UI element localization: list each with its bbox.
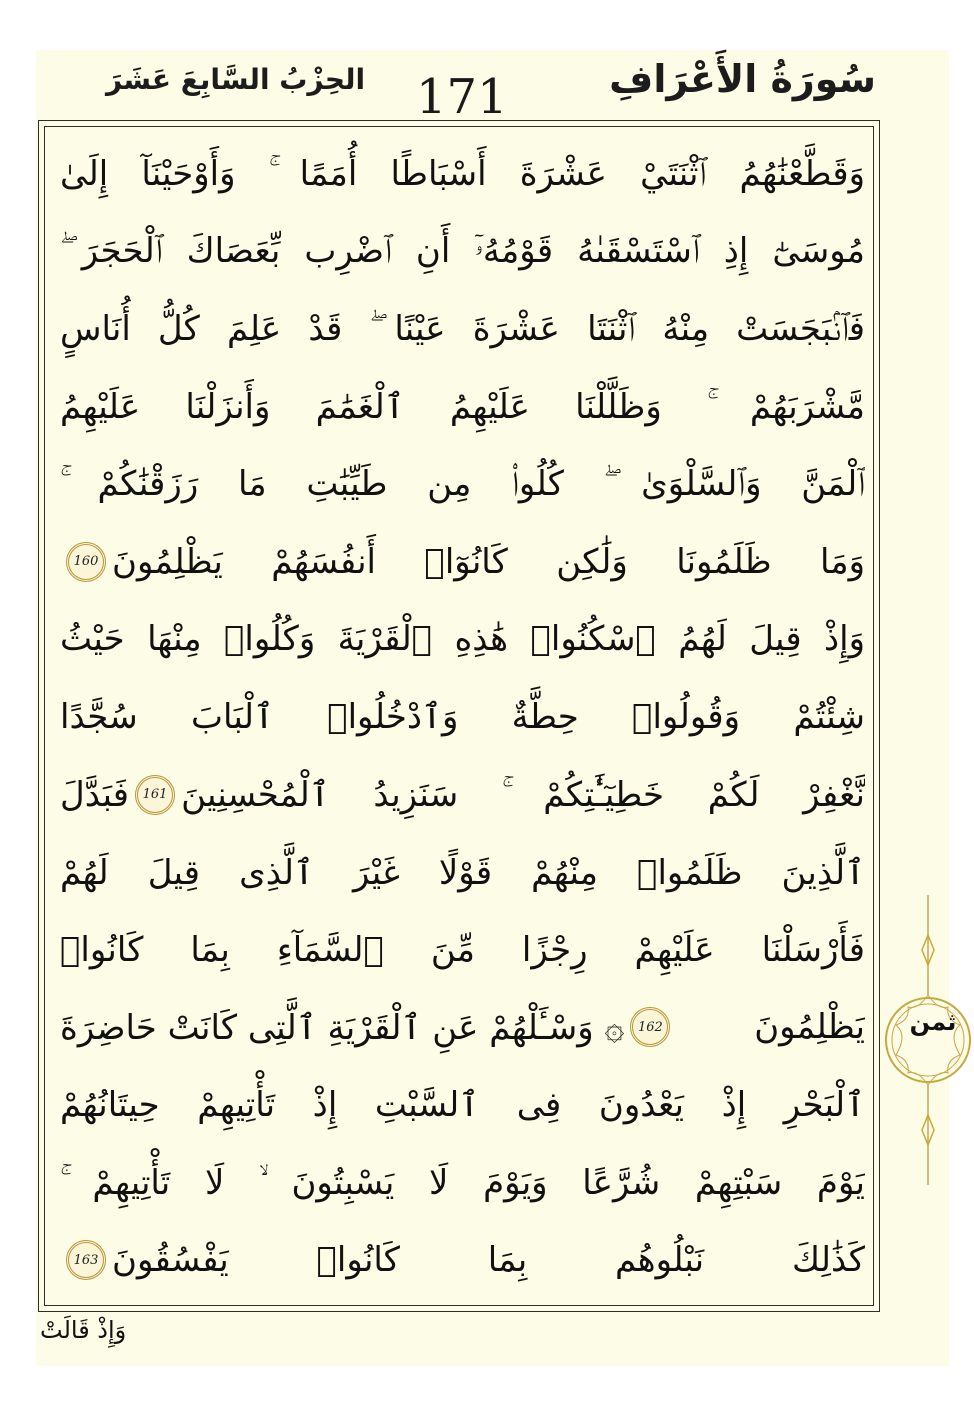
verse-line-text: فَٱنۢبَجَسَتْ مِنْهُ ٱثْنَتَا عَشْرَةَ عَيْنًا ۖ قَدْ عَلِمَ كُلُّ أُنَاسٍ — [60, 308, 865, 349]
verse-line-text: مُوسَىٰٓ إِذِ ٱسْتَسْقَىٰهُ قَوْمُهُۥٓ أَنِ ٱضْرِب بِّعَصَاكَ ٱلْحَجَرَ ۖ — [60, 231, 865, 272]
verse-line — [60, 678, 865, 756]
page-header — [36, 55, 886, 123]
verse-line-text: وَمَا ظَلَمُونَا وَلَٰكِن كَانُوٓا۟ أَنفُسَهُمْ يَظْلِمُونَ — [112, 541, 865, 582]
verse-line-tail: فَبَدَّلَ — [60, 774, 130, 815]
verse-line — [60, 135, 865, 213]
rub-marker-label: ثمن — [909, 1008, 957, 1036]
verse-line — [60, 601, 865, 679]
verse-line-text: ٱلَّذِينَ ظَلَمُوا۟ مِنْهُمْ قَوْلًا غَيْرَ ٱلَّذِى قِيلَ لَهُمْ — [60, 852, 865, 893]
ayah-number-marker: 161 — [135, 775, 175, 815]
verse-line-text: شِئْتُمْ وَقُولُوا۟ حِطَّةٌ وَٱدْخُلُوا۟ ٱلْبَابَ سُجَّدًا — [60, 697, 865, 738]
verse-line-text: ٱلْبَحْرِ إِذْ يَعْدُونَ فِى ٱلسَّبْتِ إِذْ تَأْتِيهِمْ حِيتَانُهُمْ — [60, 1085, 865, 1126]
verse-line — [60, 368, 865, 446]
verse-line-text: فَأَرْسَلْنَا عَلَيْهِمْ رِجْزًا مِّنَ ٱلسَّمَآءِ بِمَا كَانُوا۟ — [60, 929, 865, 970]
rub-marker-ornament-icon — [878, 895, 974, 1185]
surah-name: سُورَةُ الأَعْرَافِ — [609, 57, 876, 101]
verse-line — [60, 290, 865, 368]
ayah-number-marker: 162 — [630, 1007, 670, 1047]
ayah-number-marker: 163 — [66, 1240, 106, 1280]
page-number: 171 — [416, 69, 508, 125]
hizb-name: الحِزْبُ السَّابِعَ عَشَرَ — [106, 63, 366, 96]
verse-line-text: وَإِذْ قِيلَ لَهُمُ ٱسْكُنُوا۟ هَٰذِهِ ٱلْقَرْيَةَ وَكُلُوا۟ مِنْهَا حَيْثُ — [60, 619, 865, 660]
verse-line-text: مَّشْرَبَهُمْ ۚ وَظَلَّلْنَا عَلَيْهِمُ ٱلْغَمَٰمَ وَأَنزَلْنَا عَلَيْهِمُ — [60, 387, 865, 428]
verse-line — [60, 523, 865, 601]
verse-line — [60, 833, 865, 911]
ayah-number-marker: 160 — [66, 542, 106, 582]
verse-line-text: يَظْلِمُونَ — [754, 1007, 865, 1048]
verse-line — [60, 911, 865, 989]
verse-line-tail: ۞ وَسْـَٔلْهُمْ عَنِ ٱلْقَرْيَةِ ٱلَّتِى كَانَتْ حَاضِرَةَ — [60, 1007, 625, 1048]
verse-line — [60, 989, 865, 1067]
verse-line — [60, 213, 865, 291]
verse-line-text: يَوْمَ سَبْتِهِمْ شُرَّعًا وَيَوْمَ لَا يَسْبِتُونَ ۙ لَا تَأْتِيهِمْ ۚ — [60, 1162, 865, 1203]
verse-line — [60, 445, 865, 523]
verse-line-text: كَذَٰلِكَ نَبْلُوهُم بِمَا كَانُوا۟ يَفْسُقُونَ — [112, 1240, 865, 1281]
verse-line — [60, 1066, 865, 1144]
verse-line — [60, 1221, 865, 1299]
verse-line-text: ٱلْمَنَّ وَٱلسَّلْوَىٰ ۖ كُلُوا۟ مِن طَيِّبَٰتِ مَا رَزَقْنَٰكُمْ ۚ — [60, 464, 865, 505]
verse-line — [60, 1144, 865, 1222]
verse-lines — [60, 135, 865, 1299]
catchword: وَإِذْ قَالَتْ — [40, 1316, 127, 1344]
verse-line-text: وَقَطَّعْنَٰهُمُ ٱثْنَتَيْ عَشْرَةَ أَسْبَاطًا أُمَمًا ۚ وَأَوْحَيْنَآ إِلَىٰ — [60, 153, 865, 194]
verse-line — [60, 756, 865, 834]
verse-line-text: نَّغْفِرْ لَكُمْ خَطِيٓـَٰٔتِكُمْ ۚ سَنَزِيدُ ٱلْمُحْسِنِينَ — [181, 775, 865, 816]
